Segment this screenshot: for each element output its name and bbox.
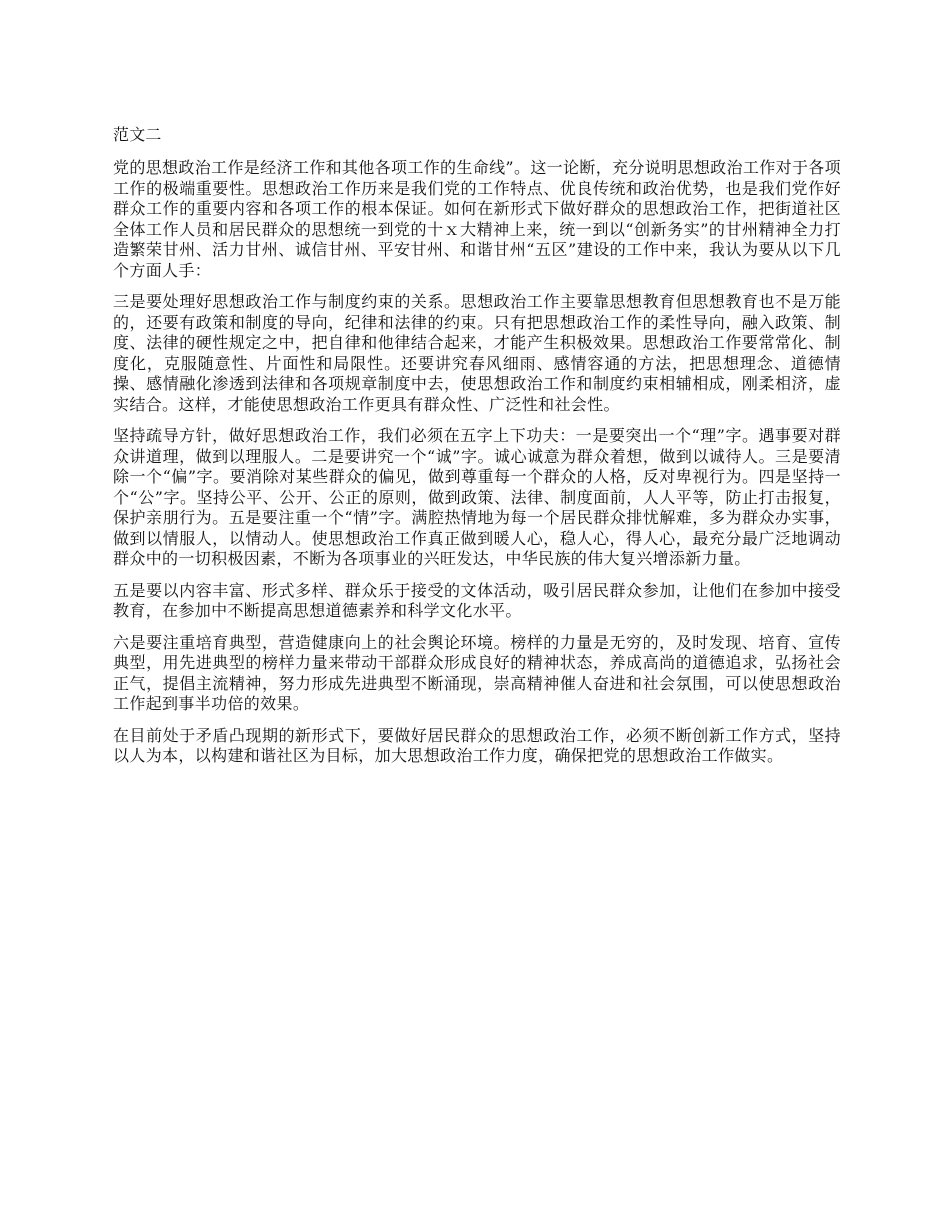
document-heading: 范文二 [113, 125, 162, 144]
paragraph-system-constraint: 三是要处理好思想政治工作与制度约束的关系。思想政治工作主要靠思想教育但思想教育也不是万能的，还要有政策和制度的导向，纪律和法律的约束。只有把思想政治工作的柔性导向，融入政策、制度、法律的硬性规定之中，把自律和他律结合起来，才能产生积极效果。思想政治工作要常常化、制度化，克服随意性、片面性和局限性。还要讲究春风细雨、感情容通的方法，把思想理念、道德情操、感情融化渗透到法律和各项规章制度中去，使思想政治工作和制度约束相辅相成，刚柔相济，虚实结合。这样，才能使思想政治工作更具有群众性、广泛性和社会性。 [113, 292, 841, 414]
paragraph-role-models: 六是要注重培育典型，营造健康向上的社会舆论环境。榜样的力量是无穷的，及时发现、培育、宣传典型，用先进典型的榜样力量来带动干部群众形成良好的精神状态，养成高尚的道德追求，弘扬社会正气，提倡主流精神，努力形成先进典型不断涌现，崇高精神催人奋进和社会氛围，可以使思想政治工作起到事半功倍的效果。 [113, 632, 841, 713]
paragraph-intro: 党的思想政治工作是经济工作和其他各项工作的生命线”。这一论断，充分说明思想政治工作对于各项工作的极端重要性。思想政治工作历来是我们党的工作特点、优良传统和政治优势，也是我们党作好群众工作的重要内容和各项工作的根本保证。如何在新形式下做好群众的思想政治工作，把街道社区全体工作人员和居民群众的思想统一到党的十ｘ大精神上来，统一到以“创新务实”的甘州精神全力打造繁荣甘州、活力甘州、诚信甘州、平安甘州、和谐甘州“五区”建设的工作中来，我认为要从以下几个方面人手： [113, 158, 841, 280]
paragraph-conclusion: 在目前处于矛盾凸现期的新形式下，要做好居民群众的思想政治工作，必须不断创新工作方式，坚持以人为本，以构建和谐社区为目标，加大思想政治工作力度，确保把党的思想政治工作做实。 [113, 725, 841, 765]
paragraph-guidance-policy: 坚持疏导方针，做好思想政治工作，我们必须在五字上下功夫：一是要突出一个“理”字。遇事要对群众讲道理，做到以理服人。二是要讲究一个“诚”字。诚心诚意为群众着想，做到以诚待人。三是要清除一个“偏”字。要消除对某些群众的偏见，做到尊重每一个群众的人格，反对卑视行为。四是坚持一个“公”字。坚持公平、公开、公正的原则，做到政策、法律、制度面前，人人平等，防止打击报复，保护亲朋行为。五是要注重一个“情”字。满腔热情地为每一个居民群众排忧解难，多为群众办实事，做到以情服人，以情动人。使思想政治工作真正做到暖人心，稳人心，得人心，最充分最广泛地调动群众中的一切积极因素，不断为各项事业的兴旺发达，中华民族的伟大复兴增添新力量。 [113, 426, 841, 568]
paragraph-cultural-activities: 五是要以内容丰富、形式多样、群众乐于接受的文体活动，吸引居民群众参加，让他们在参加中接受教育，在参加中不断提高思想道德素养和科学文化水平。 [113, 580, 841, 620]
document-body [113, 124, 841, 778]
